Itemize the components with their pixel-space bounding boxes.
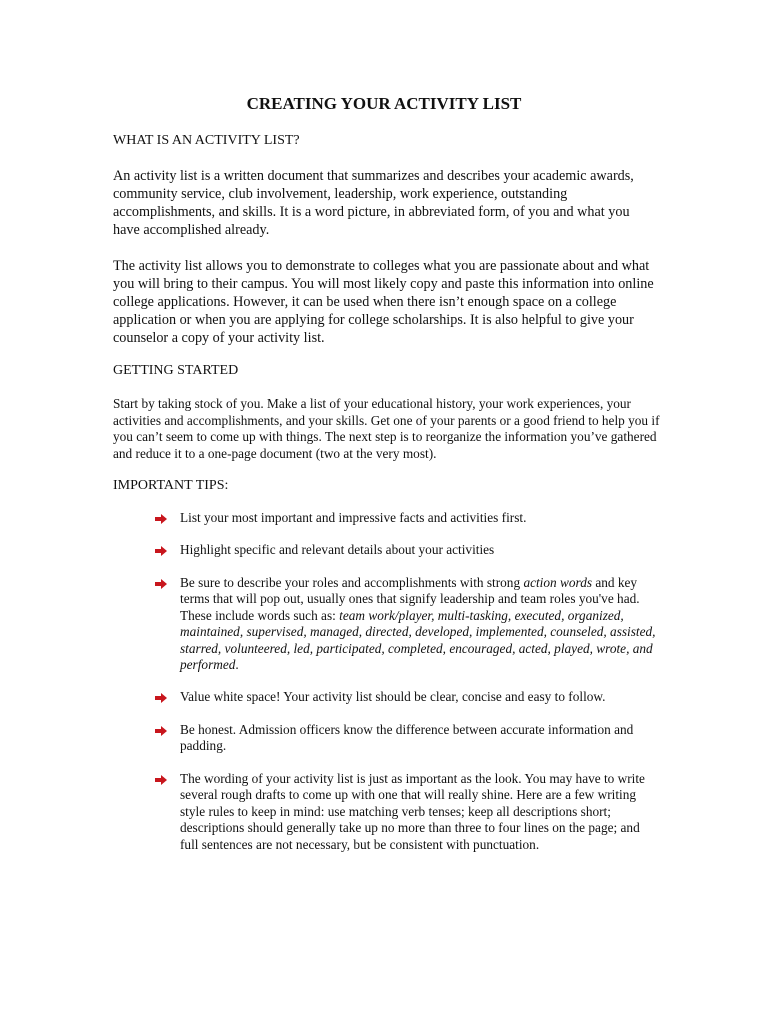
- red-arrow-bullet-icon: [155, 514, 167, 524]
- red-arrow-bullet-icon: [155, 693, 167, 703]
- tip-text: The wording of your activity list is just as important as the look. You may have to write several rough drafts to come up with one that will really shine. Here are a few writing style rules to keep in mind: use matching verb tenses; keep all descriptions short; descriptions should generally take up no more than three to four lines on the page; and full sentences are not necessary, but be consistent with punctuation.: [180, 771, 645, 852]
- page-title: CREATING YOUR ACTIVITY LIST: [246, 94, 522, 113]
- tip-text-part: .: [235, 657, 239, 673]
- tip-text: List your most important and impressive facts and activities first.: [180, 510, 527, 525]
- section-heading-tips: IMPORTANT TIPS:: [113, 478, 229, 493]
- tip-text: Be honest. Admission officers know the difference between accurate information and padding.: [180, 722, 634, 754]
- tip-text: Highlight specific and relevant details about your activities: [180, 542, 495, 557]
- tip-text: Value white space! Your activity list should be clear, concise and easy to follow.: [180, 689, 606, 704]
- red-arrow-bullet-icon: [155, 726, 167, 736]
- section-heading-getting-started: GETTING STARTED: [113, 363, 239, 378]
- red-arrow-bullet-icon: [155, 579, 167, 589]
- paragraph-purpose: The activity list allows you to demonstrate to colleges what you are passionate about and what you will bring to their campus. You will most likely copy and paste this information into online college applications. However, it can be used when there isn’t enough space on a college application or when you are applying for college scholarships. It is also helpful to give your counselor a copy of your activity list.: [113, 258, 654, 346]
- tip-text-part: and key terms that will pop out, usually ones that signify leadership and team roles you've had. These include words such as:: [180, 575, 640, 623]
- section-heading-what-is: WHAT IS AN ACTIVITY LIST?: [113, 133, 300, 148]
- paragraph-definition: An activity list is a written document that summarizes and describes your academic awards, community service, club involvement, leadership, work experience, outstanding accomplishments, and skills. It is a word picture, in abbreviated form, of you and what you have accomplished already.: [113, 168, 634, 238]
- tip-emphasis: team work/player, multi-tasking, executed, organized, maintained, supervised, managed, directed, developed, implemented, counseled, assisted, starred, volunteered, led, participated, completed, encouraged, acted, played, wrote, and performed: [180, 607, 656, 673]
- tip-text: [180, 575, 660, 673]
- red-arrow-bullet-icon: [155, 546, 167, 556]
- tip-text-part: Be sure to describe your roles and accomplishments with strong: [180, 575, 524, 590]
- red-arrow-bullet-icon: [155, 775, 167, 785]
- paragraph-getting-started: Start by taking stock of you. Make a list of your educational history, your work experiences, your activities and accomplishments, and your skills. Get one of your parents or a good friend to help you if you can’t seem to come up with things. The next step is to reorganize the information you’ve gathered and reduce it to a one-page document (two at the very most).: [113, 396, 660, 461]
- tip-emphasis: action words: [523, 575, 593, 590]
